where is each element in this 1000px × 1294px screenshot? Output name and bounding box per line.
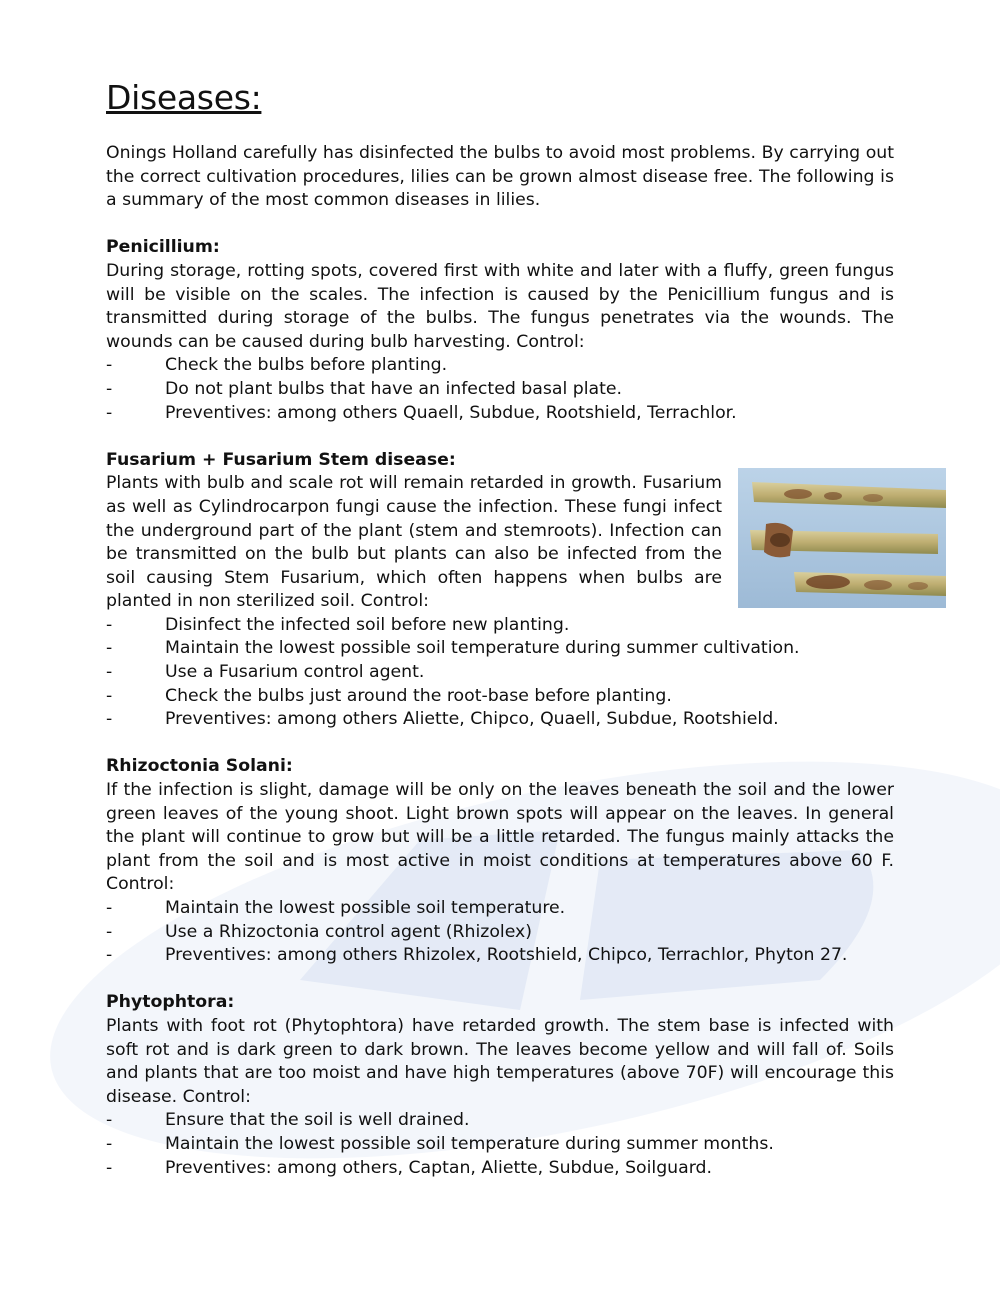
list-item: - Preventives: among others, Captan, Aliette, Subdue, Soilguard. [106,1157,894,1181]
bullet-dash: - [106,614,113,635]
control-list [106,354,894,425]
list-item: - Check the bulbs just around the root-base before planting. [106,685,894,709]
list-item: - Preventives: among others Rhizolex, Rootshield, Chipco, Terrachlor, Phyton 27. [106,944,894,968]
list-item: - Check the bulbs before planting. [106,354,894,378]
control-list [106,614,894,732]
bullet-dash: - [106,1110,113,1131]
list-item: - Preventives: among others Quaell, Subdue, Rootshield, Terrachlor. [106,402,894,426]
bullet-dash: - [106,662,113,683]
page-title: Diseases: [106,78,262,117]
section-body: Plants with foot rot (Phytophtora) have retarded growth. The stem base is infected with soft rot and is dark green to dark brown. The leaves become yellow and will fall of. Soils and plants that are too moist and have high temperatures (above 70F) will encourage this disease. Control: [106,1015,894,1107]
section-heading: Penicillium: [106,237,220,258]
list-item: - Maintain the lowest possible soil temperature. [106,897,894,921]
list-item: - Preventives: among others Aliette, Chipco, Quaell, Subdue, Rootshield. [106,708,894,732]
bullet-dash: - [106,685,113,706]
section-body: Plants with bulb and scale rot will remain retarded in growth. Fusarium as well as Cylindrocarpon fungi cause the infection. These fungi infect the underground part of the plant (stem and stemroots). Infection can be transmitted on the bulb but plants can also be infected from the soil causing Stem Fusarium, which often happens when bulbs are planted in non sterilized soil. Control: [106,473,722,612]
bullet-dash: - [106,709,113,730]
control-list [106,897,894,968]
bullet-dash: - [106,898,113,918]
bullet-dash: - [106,355,113,376]
document-page [106,78,894,1204]
section-penicillium [106,236,894,425]
list-item: - Use a Rhizoctonia control agent (Rhizolex) [106,921,894,945]
list-item: - Maintain the lowest possible soil temperature during summer cultivation. [106,637,894,661]
bullet-dash: - [106,1157,113,1178]
bullet-dash: - [106,638,113,659]
intro-paragraph: Onings Holland carefully has disinfected the bulbs to avoid most problems. By carrying out the correct cultivation procedures, lilies can be grown almost disease free. The following is a summary of the most common diseases in lilies. [106,143,894,211]
bullet-dash: - [106,945,113,966]
section-phytophtora [106,991,894,1180]
list-item: - Use a Fusarium control agent. [106,661,894,685]
section-body: If the infection is slight, damage will be only on the leaves beneath the soil and the lower green leaves of the young shoot. Light brown spots will appear on the leaves. In general the plant will continue to grow but will be a little retarded. The fungus mainly attacks the plant from the soil and is most active in moist conditions at temperatures above 60 F. Control: [106,780,894,895]
list-item: - Do not plant bulbs that have an infected basal plate. [106,378,894,402]
section-heading: Phytophtora: [106,992,235,1013]
section-rhizoctonia [106,755,894,967]
fusarium-stem-photo [738,468,946,608]
section-heading: Fusarium + Fusarium Stem disease: [106,449,456,470]
list-item: - Disinfect the infected soil before new planting. [106,614,894,638]
bullet-dash: - [106,921,113,942]
list-item: - Ensure that the soil is well drained. [106,1109,894,1133]
bullet-dash: - [106,378,113,399]
bullet-dash: - [106,402,113,423]
list-item: - Maintain the lowest possible soil temperature during summer months. [106,1133,894,1157]
bullet-dash: - [106,1133,113,1154]
section-heading: Rhizoctonia Solani: [106,756,293,777]
section-body: During storage, rotting spots, covered first with white and later with a fluffy, green fungus will be visible on the scales. The infection is caused by the Penicillium fungus and is transmitted during storage of the bulbs. The fungus penetrates via the wounds. The wounds can be caused during bulb harvesting. Control: [106,260,894,352]
control-list [106,1109,894,1180]
